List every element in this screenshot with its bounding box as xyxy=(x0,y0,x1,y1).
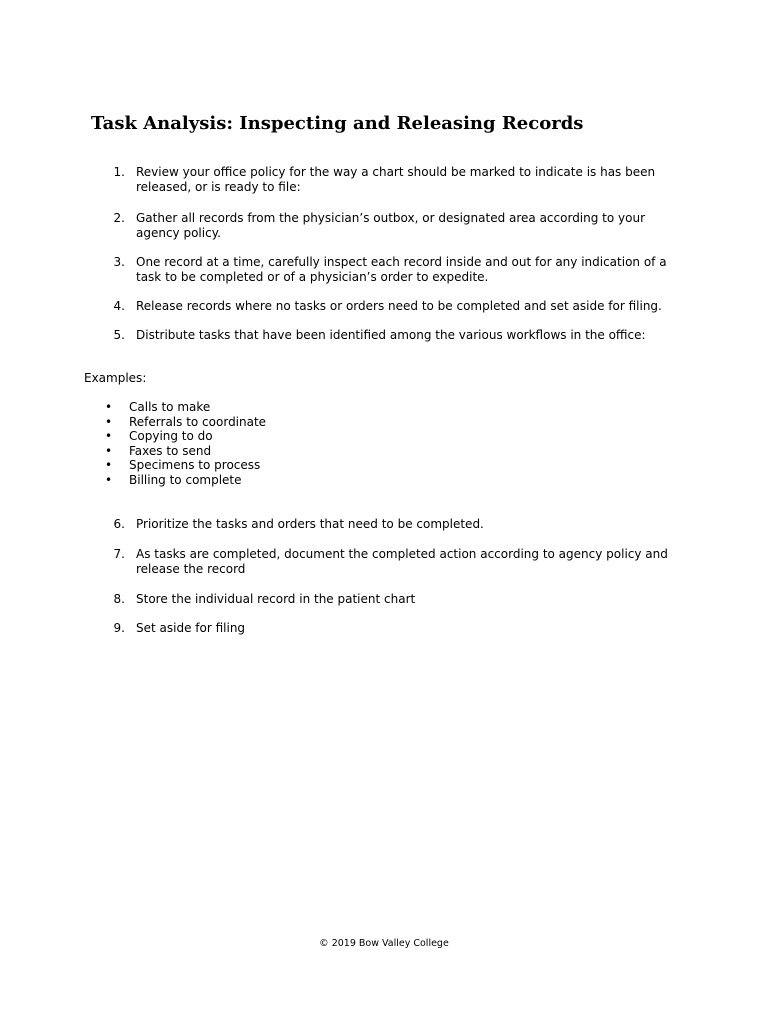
examples-label: Examples: xyxy=(84,371,147,385)
step-text: Distribute tasks that have been identified among the various workflows in the office: xyxy=(136,328,646,342)
list-item-text: Calls to make xyxy=(129,400,211,414)
list-item-text: Billing to complete xyxy=(129,472,242,487)
bullet-icon: • xyxy=(105,400,113,414)
bullet-icon: • xyxy=(105,472,113,487)
bullet-icon: • xyxy=(105,414,113,429)
step-6 xyxy=(100,517,670,532)
step-2 xyxy=(100,211,670,240)
bullet-icon: • xyxy=(105,458,113,473)
step-number: 9. xyxy=(113,621,125,635)
step-number: 7. xyxy=(113,547,125,561)
step-3 xyxy=(100,255,670,284)
step-number: 2. xyxy=(113,211,125,225)
list-item xyxy=(100,473,266,488)
step-number: 5. xyxy=(113,328,125,342)
list-item xyxy=(100,458,266,473)
list-item xyxy=(100,415,266,430)
step-1 xyxy=(100,165,670,194)
copyright-footer: © 2019 Bow Valley College xyxy=(319,938,449,949)
bullet-icon: • xyxy=(105,429,113,444)
step-text: One record at a time, carefully inspect each record inside and out for any indication of a task to be completed or of a physician’s order to expedite. xyxy=(136,255,667,284)
page-title: Task Analysis: Inspecting and Releasing Records xyxy=(91,113,584,134)
step-text: Review your office policy for the way a chart should be marked to indicate is has been released, or is ready to file: xyxy=(136,165,656,194)
examples-list xyxy=(100,400,266,488)
list-item-text: Specimens to process xyxy=(129,458,261,473)
step-text: Set aside for filing xyxy=(136,621,246,635)
step-number: 1. xyxy=(113,165,125,179)
step-text: Release records where no tasks or orders need to be completed and set aside for filing. xyxy=(136,299,662,313)
step-4 xyxy=(100,299,670,314)
list-item-text: Referrals to coordinate xyxy=(129,414,267,429)
list-item-text: Copying to do xyxy=(129,429,213,444)
step-text: As tasks are completed, document the completed action according to agency policy and release the record xyxy=(136,547,668,576)
step-text: Prioritize the tasks and orders that need to be completed. xyxy=(136,517,484,531)
list-item xyxy=(100,429,266,444)
step-number: 6. xyxy=(113,517,125,531)
step-8 xyxy=(100,592,670,607)
step-text: Gather all records from the physician’s outbox, or designated area according to your agency policy. xyxy=(136,211,646,240)
step-number: 3. xyxy=(113,255,125,269)
step-text: Store the individual record in the patient chart xyxy=(136,592,416,606)
list-item xyxy=(100,400,266,415)
step-number: 4. xyxy=(113,299,125,313)
step-number: 8. xyxy=(113,592,125,606)
list-item-text: Faxes to send xyxy=(129,443,212,458)
bullet-icon: • xyxy=(105,443,113,458)
list-item xyxy=(100,444,266,459)
step-9 xyxy=(100,621,670,636)
step-7 xyxy=(100,547,670,576)
step-5 xyxy=(100,328,670,343)
